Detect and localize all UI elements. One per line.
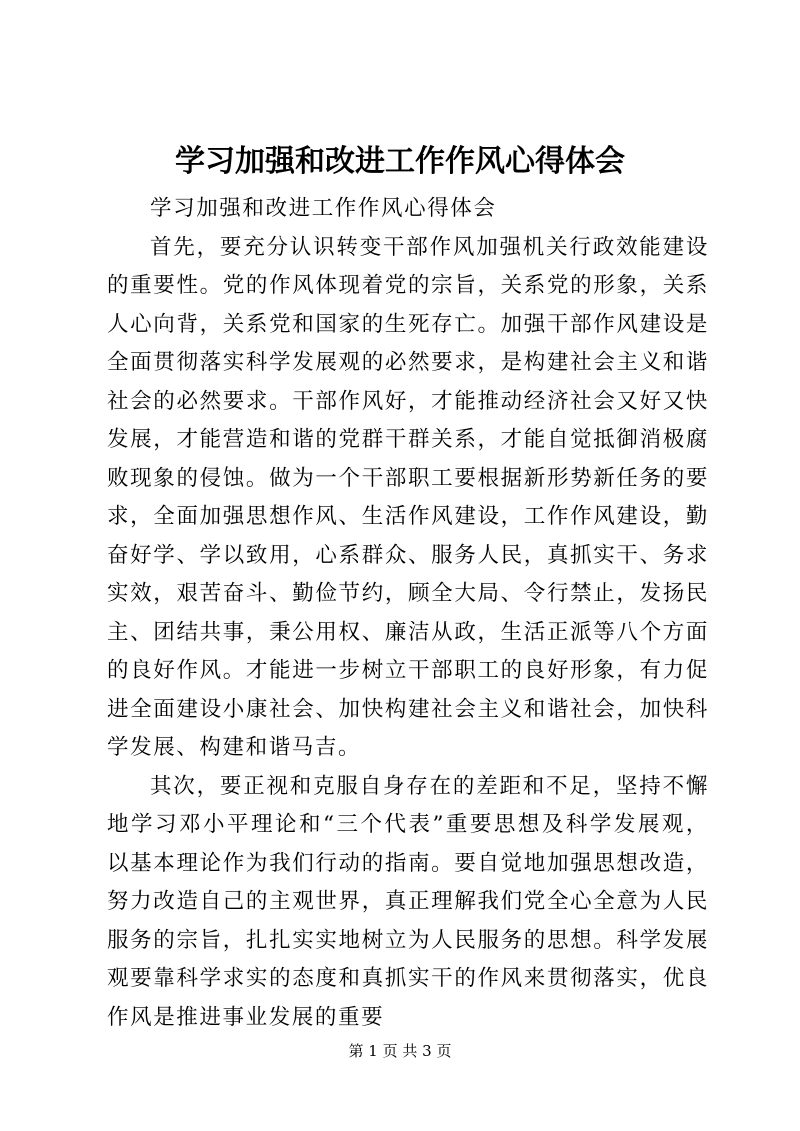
document-title: 学习加强和改进工作作风心得体会 (175, 144, 625, 179)
document-body (107, 190, 709, 1037)
body-paragraph: 首先，要充分认识转变干部作风加强机关行政效能建设的重要性。党的作风体现着党的宗旨，关系党的形象，关系人心向背，关系党和国家的生死存亡。加强干部作风建设是全面贯彻落实科学发展观的必然要求，是构建社会主义和谐社会的必然要求。干部作风好，才能推动经济社会又好又快发展，才能营造和谐的党群干群关系，才能自觉抵御消极腐败现象的侵蚀。做为一个干部职工要根据新形势新任务的要求，全面加强思想作风、生活作风建设，工作作风建设，勤奋好学、学以致用，心系群众、服务人民，真抓实干、务求实效，艰苦奋斗、勤俭节约，顾全大局、令行禁止，发扬民主、团结共事，秉公用权、廉洁从政，生活正派等八个方面的良好作风。才能进一步树立干部职工的良好形象，有力促进全面建设小康社会、加快构建社会主义和谐社会，加快科学发展、构建和谐马吉。 (107, 234, 709, 760)
page-footer: 第 1 页 共 3 页 (348, 1042, 452, 1060)
body-paragraph: 其次，要正视和克服自身存在的差距和不足，坚持不懈地学习邓小平理论和“三个代表”重要思想及科学发展观，以基本理论作为我们行动的指南。要自觉地加强思想改造，努力改造自己的主观世界，真正理解我们党全心全意为人民服务的宗旨，扎扎实实地树立为人民服务的思想。科学发展观要靠科学求实的态度和真抓实干的作风来贯彻落实，优良作风是推进事业发展的重要 (107, 773, 709, 1030)
subtitle-paragraph: 学习加强和改进工作作风心得体会 (150, 196, 497, 221)
